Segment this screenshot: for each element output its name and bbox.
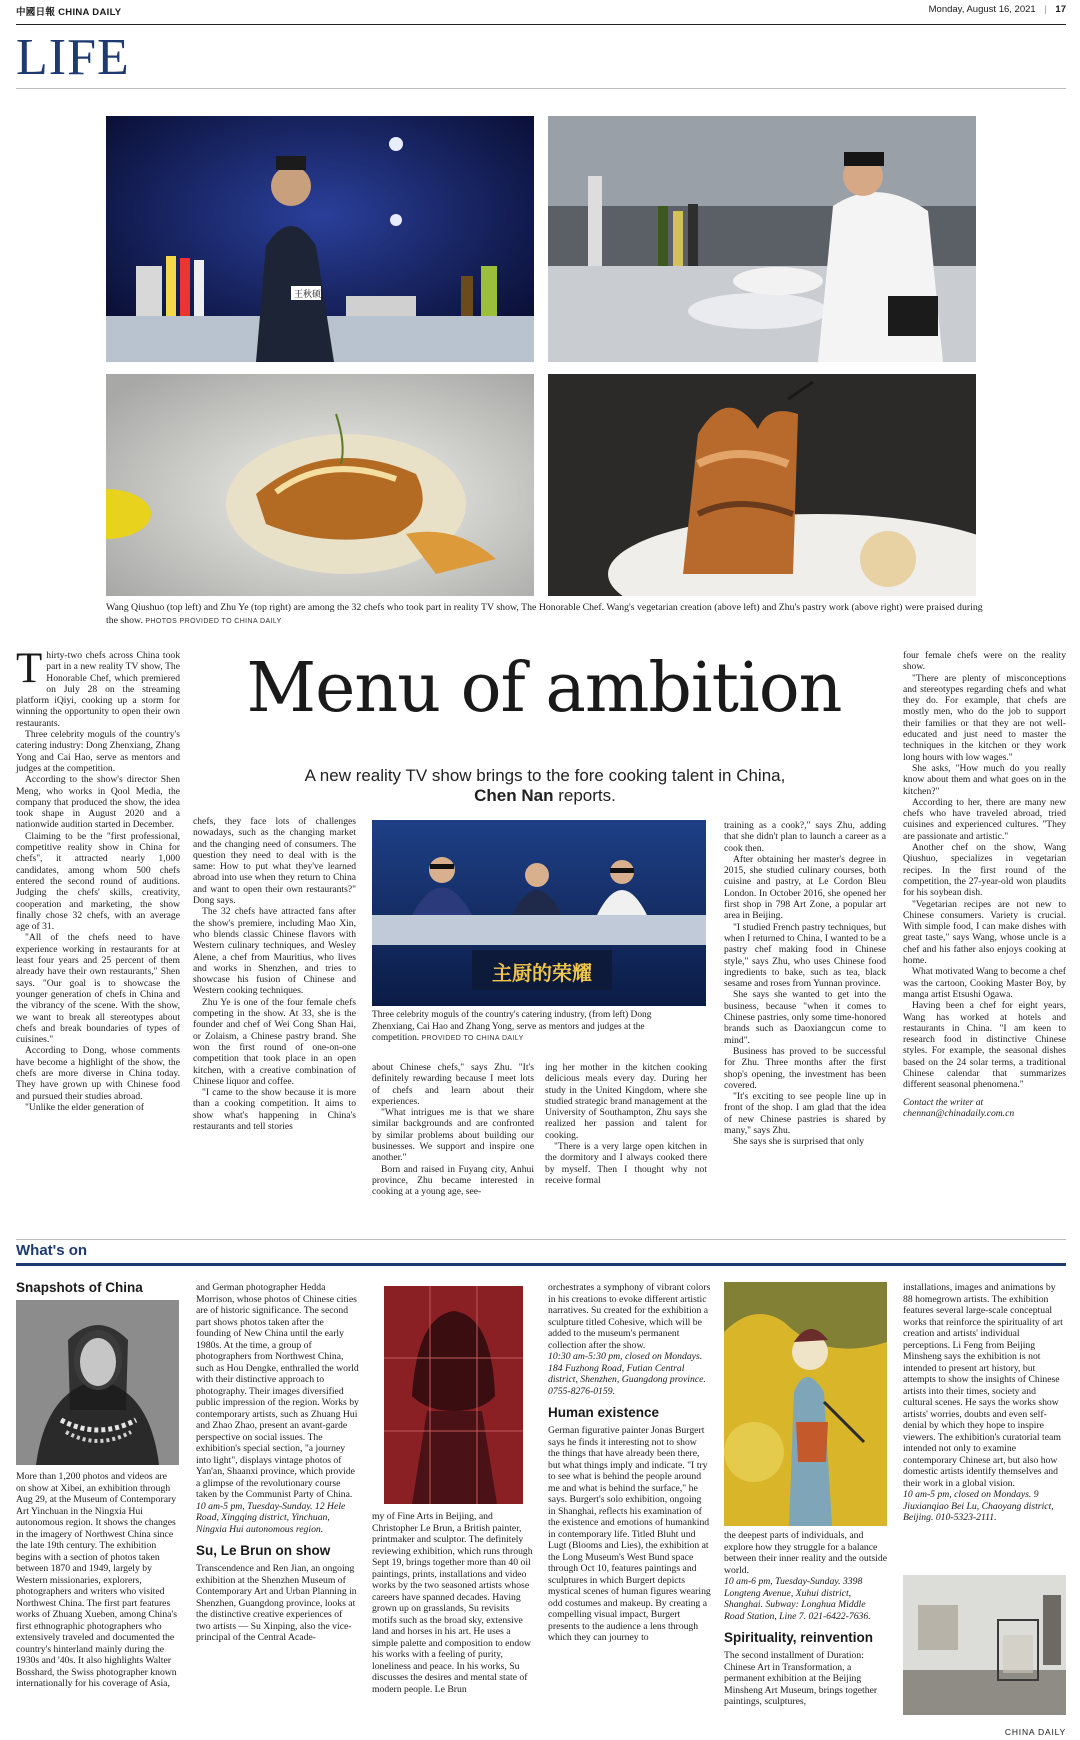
whats-on-col-3 — [372, 1511, 535, 1695]
deck-text: A new reality TV show brings to the fore cooking talent in China, — [304, 766, 786, 785]
article-column-1 — [16, 645, 180, 1113]
photo-gallery-interior — [903, 1575, 1066, 1715]
byline: Chen Nan — [474, 786, 554, 805]
photo-vegetarian-dish — [106, 374, 534, 596]
paragraph: She says she wanted to get into the business, because "when it comes to Chinese pastries, only some time-honored brands such as Daoxiangcun come to mind". — [724, 989, 886, 1046]
whats-on-col-5 — [724, 1530, 887, 1708]
su-lebrun-text-a: Transcendence and Ren Jian, an ongoing exhibition at the Shenzhen Museum of Contemporary Art and Urban Planning in Shenzhen, Guangdong province, looks at the distinctive creative experiences of two artists — Su Xinping, also the vice-principal of the Central Acade- — [196, 1563, 357, 1643]
judges-caption-text: Three celebrity moguls of the country's catering industry, (from left) Dong Zhenxiang, Cai Hao and Zhang Yong, serve as mentors and judges at the competition. — [372, 1010, 652, 1044]
paragraph: According to Dong, whose comments have become a highlight of the show, the chefs are more diverse in China today. They have grown up with Chinese food and pursued their studies abroad. — [16, 1045, 180, 1102]
paragraph: "I came to the show because it is more than a cooking competition. It aims to show what's happening in China's restaurants and tell stories — [193, 1087, 356, 1133]
human-existence-info: 10 am-6 pm, Tuesday-Sunday. 3398 Longteng Avenue, Xuhui district, Shanghai. Subway: Longhua Middle Road Station, Line 7. 021-6422-7636. — [724, 1576, 871, 1622]
section-rule — [16, 88, 1066, 89]
whats-on-col-6 — [903, 1282, 1066, 1524]
paragraph: four female chefs were on the reality show. — [903, 650, 1066, 673]
chef-name-tag: 王秋硕 — [294, 290, 322, 300]
article-column-2 — [193, 816, 356, 1132]
dateline: Monday, August 16, 2021 | 17 — [928, 4, 1066, 15]
paragraph: "All of the chefs need to have experience working in restaurants for at least four years and 25 percent of them already have their own restaurants," Shen says. "Our goal is to showcase the younger generation of chefs in China and the vibrancy of the scene. With the show, we want to break all stereotypes about chefs and break boundaries of types of cuisines." — [16, 932, 180, 1046]
spirituality-text-a: The second installment of Duration: Chinese Art in Transformation, a permanent exhibition at the Beijing Minsheng Art Museum, brings together paintings, sculptures, — [724, 1650, 878, 1707]
article-column-3 — [372, 1062, 534, 1198]
su-lebrun-info: 10:30 am-5:30 pm, closed on Mondays. 184 Fuzhong Road, Futian Central district, Shenzhen, Guangdong province. 0755-8276-0159. — [548, 1351, 706, 1397]
footer: CHINA DAILY — [1004, 1727, 1066, 1737]
contact — [903, 1097, 1066, 1120]
paragraph: After obtaining her master's degree in 2015, she studied culinary courses, both cuisine and pastry, at Le Cordon Bleu London. In October 2016, she opened her first shop in 798 Art Zone, a popular art area in Beijing. — [724, 853, 886, 922]
snapshots-title: Snapshots of China — [16, 1280, 143, 1295]
photo-judges — [372, 820, 706, 1006]
paragraph: "Vegetarian recipes are not new to Chinese consumers. Variety is crucial. With simple food, I can make dishes with great taste," says Wang, whose uncle is a chef and his father also enjoys cooking at home. — [903, 898, 1066, 967]
photo-pastry — [548, 374, 976, 596]
date: Monday, August 16, 2021 — [928, 4, 1036, 15]
photo-su-painting — [372, 1286, 535, 1504]
judges-photo-caption — [372, 1010, 692, 1045]
paragraph: Born and raised in Fuyang city, Anhui province, Zhu became interested in cooking at a young age, see- — [372, 1163, 534, 1198]
snapshots-text-a: More than 1,200 photos and videos are on show at Xibei, an exhibition through Aug 29, at the Museum of Contemporary Art Yinchuan in the Ningxia Hui autonomous region. It shows the changes in the imagery of Northwest China since the late 19th century. The exhibition begins with a section of photos taken between 1870 and 1949, largely by Western missionaries, explorers, photographers and writers who visited Northwest China. The first part features works of Zhuang Xueben, among China's first ethnographic photographers who extensively traveled and documented the country's hinterland mainly during the 1930s and '40s. It also highlights Walter Bosshard, the Swiss photographer known internationally for his coverage of Asia, — [16, 1471, 178, 1689]
whats-on-col-2 — [196, 1282, 359, 1644]
whats-on-top-rule — [16, 1239, 1066, 1240]
whats-on-title: What's on — [16, 1242, 88, 1259]
photo-chef-zhu — [548, 116, 976, 362]
human-existence-text-a: German figurative painter Jonas Burgert says he finds it interesting not to show the things that have already been there, but what things imply and indicate. "I try to see what is behind the people around me and what is behind the surface," he says. Burgert's solo exhibition, ongoing in Shanghai, reflects his examination of the existence and emotions of humankind in contemporary life. Titled Bluht und Lugt (Blooms and Lies), the exhibition at the Long Museum's West Bund space through Oct 10, features paintings and sculptures in which Burgert depicts mystical scenes of human figures wearing odd costumes and makeup. By creating a compelling visual impact, Burgert presents to the audience a lens through which they can journey to — [548, 1425, 711, 1643]
article-column-5 — [724, 820, 886, 1148]
top-rule — [16, 24, 1066, 25]
paragraph: Another chef on the show, Wang Qiushuo, specializes in vegetarian recipes. In the first round of the competition, the 27-year-old won plaudits for his soybean dish. — [903, 842, 1066, 899]
paragraph: Zhu Ye is one of the four female chefs competing in the show. At 33, she is the founder and chef of Wei Cong Shan Hai, or Zolaism, a Chinese pastry brand. She won the first round of one-on-one competition that took place in an open kitchen, with a creative combination of Chinese liquor and coffee. — [193, 996, 356, 1087]
paragraph: ing her mother in the kitchen cooking delicious meals every day. During her study in the United Kingdom, where she studied strategic brand management at the University of Southampton, Zhu says she realized her passion and talent for cooking. — [545, 1062, 707, 1141]
paragraph: What motivated Wang to become a chef was the cartoon, Cooking Master Boy, by manga artist Etsushi Ogawa. — [903, 966, 1066, 1000]
paragraph: Business has proved to be successful for Zhu. Three months after the first shop's opening, the investment has been covered. — [724, 1045, 886, 1091]
photo-caption — [106, 601, 986, 628]
photo-burgert-painting — [724, 1282, 887, 1526]
su-lebrun-text-c: orchestrates a symphony of vibrant colors in his creations to evoke different artistic narratives. Su created for the exhibition a sculpture titled Cohesive, which will be added to the museum's permanent collection after the show. — [548, 1282, 711, 1351]
su-lebrun-text-b: my of Fine Arts in Beijing, and Christopher Le Brun, a British painter, printmaker and sculptor. The definitely reviewing exhibition, which runs through Sept 19, brings together more than 40 oil paintings, prints, installations and video works by the two seasoned artists whose careers have spanned decades. Having grown up on grasslands, Su revisits motifs such as the broad sky, extensive land and horses in his art. He uses a simple palette and composition to endow his works with a feeling of purity, loneliness and peace. In his works, Su discusses the desires and mental state of modern people. Le Brun — [372, 1511, 533, 1695]
paragraph: chefs, they face lots of challenges nowadays, such as the changing market and the changing need of consumers. The question they need to deal with is the same: How to put what they've learned abroad into use when they return to China and want to open their own restaurants?" Dong says. — [193, 816, 356, 907]
human-existence-title: Human existence — [548, 1405, 660, 1420]
paragraph: Three celebrity moguls of the country's catering industry: Dong Zhenxiang, Zhang Yong and Cai Hao, serve as mentors and judges at the competition. — [16, 729, 180, 774]
su-lebrun-title: Su, Le Brun on show — [196, 1543, 331, 1558]
paragraph: She asks, "How much do you really know about them and what goes on in the kitchen?" — [903, 762, 1066, 797]
section-title: LIFE — [16, 29, 130, 86]
paragraph: "What intrigues me is that we share similar backgrounds and are confronted by similar problems about building our businesses. We support and inspire one another." — [372, 1107, 534, 1164]
paragraph: The 32 chefs have attracted fans after the show's premiere, including Mao Xin, who blends classic Chinese flavors with Western culinary techniques, and Wesley Alene, a chef from Mauritius, who lives and works in Shenzhen, and tries to showcase his fusion of Chinese and Western cooking techniques. — [193, 906, 356, 997]
snapshots-info: 10 am-5 pm, Tuesday-Sunday. 12 Hele Road, Xingqing district, Yinchuan, Ningxia Hui autonomous region. — [196, 1500, 346, 1535]
paragraph: According to her, there are many new chefs who have traveled abroad, tried cuisines and experienced cultures. "They are passionate and artistic." — [903, 796, 1066, 842]
paragraph: She says she is surprised that only — [733, 1136, 865, 1148]
photo-caption-text: Wang Qiushuo (top left) and Zhu Ye (top right) are among the 32 chefs who took part in reality TV show, The Honorable Chef. Wang's vegetarian creation (above left) and Zhu's pastry work (above right) were praised during the show. — [106, 602, 983, 626]
paragraph: "There is a very large open kitchen in the dormitory and I always cooked there by myself. Then I thought why not receive formal — [545, 1141, 707, 1186]
snapshots-text-b: and German photographer Hedda Morrison, whose photos of Chinese cities are of historic significance. The second part shows photos taken after the founding of New China until the early 1980s. At the time, a group of photographers from Northwest China, such as Hou Dengke, enthralled the world with their distinctive approach to photography. Their images diversified public impression of the region. Works by contemporary artists, such as Zhuang Hui and Zhao Zhao, present an avant-garde perspective on social issues. The exhibition's special section, "a journey into light", displays vintage photos of Yan'an, Shaanxi province, which provide a glimpse of the revolutionary course taken by the Communist Party of China. — [196, 1282, 359, 1500]
spirituality-title: Spirituality, reinvention — [724, 1630, 874, 1645]
paragraph: "Unlike the elder generation of — [25, 1101, 144, 1113]
headline: Menu of ambition — [246, 649, 842, 728]
contact-email[interactable]: chennan@chinadaily.com.cn — [903, 1107, 1015, 1119]
masthead: 中國日報 CHINA DAILY — [16, 7, 122, 18]
paragraph: Having been a chef for eight years, Wang has worked at hotels and restaurants in China. "I am keen to research food in distinctive Chinese styles. For example, the seasonal dishes based on the 24 solar terms, a traditional Chinese calendar that summarizes different seasonal phenomena." — [903, 1000, 1066, 1091]
page-number: 17 — [1055, 4, 1066, 15]
paragraph: "It's exciting to see people line up in front of the shop. I am glad that the idea of new Chinese pastries is shared by many," says Zhu. — [724, 1091, 886, 1137]
spirituality-info: 10 am-5 pm, closed on Mondays. 9 Jiuxianqiao Bei Lu, Chaoyang district, Beijing. 010-5323-2111. — [903, 1489, 1054, 1523]
paragraph: training as a cook?," says Zhu, adding that she didn't plan to launch a career as a cook then. — [724, 820, 886, 854]
contact-label: Contact the writer at — [903, 1096, 984, 1108]
photo-chef-wang — [106, 116, 534, 362]
judges-photo-credit: PROVIDED TO CHINA DAILY — [421, 1035, 524, 1043]
paragraph: about Chinese chefs," says Zhu. "It's definitely rewarding because I meet lots of chefs and learn about their experiences. — [372, 1062, 534, 1107]
whats-on-rule — [16, 1263, 1066, 1266]
photo-credit: PHOTOS PROVIDED TO CHINA DAILY — [145, 618, 282, 625]
whats-on-col-4 — [548, 1282, 711, 1644]
photo-tibetan-woman — [16, 1300, 179, 1465]
article-column-6 — [903, 650, 1066, 1119]
snapshots-col-1 — [16, 1471, 179, 1690]
deck-tail: reports. — [558, 786, 616, 805]
deck — [255, 766, 835, 806]
dropcap: T — [16, 645, 43, 692]
paragraph: According to the show's director Shen Meng, who works in Qool Media, the company that produced the show, the idea took shape in August 2020 and a nationwide audition started in December. — [16, 774, 180, 831]
spirituality-text-b: installations, images and animations by 88 homegrown artists. The exhibition features several large-scale conceptual works that reinforce the spirituality of art creation and artists' individual perceptions. Li Feng from Beijing Minsheng says the exhibition is not intended to present art history, but attempts to show the insights of Chinese artists into their times, society and cultural scenes. He says the works show artists' worries, doubts and even self-denial by which they hope to inspire viewers. The exhibition's curatorial team intended not only to examine contemporary Chinese art, but also how domestic artists identify themselves and their work in a global vision. — [903, 1282, 1063, 1489]
paragraph: hirty-two chefs across China took part in a new reality TV show, The Honorable Chef, which premiered on July 28 on the streaming platform iQiyi, cooking up a storm for winning the opportunity to open their own restaurants. — [16, 650, 180, 729]
human-existence-text-b: the deepest parts of individuals, and explore how they struggle for a balance between their inner reality and the outside world. — [724, 1530, 888, 1576]
show-logo: 主厨的荣耀 — [492, 961, 592, 985]
paragraph: Claiming to be the "first professional, competitive reality show in China for chefs", it attracted nearly 1,000 candidates, among whom 500 chefs entered the second round of auditions. Judging the chefs' skills, creativity, cooperation and marketing, the show finally chose 32 chefs, with an average age of 31. — [16, 830, 180, 933]
article-column-4 — [545, 1062, 707, 1186]
paragraph: "There are plenty of misconceptions and stereotypes regarding chefs and what they do. For example, that chefs are mostly men, who do the job to support their families or that they are not well-educated and just need to master the techniques in the kitchen or they work long hours with low wages." — [903, 672, 1066, 763]
paragraph: "I studied French pastry techniques, but when I returned to China, I wanted to be a pastry chef making food in Chinese style," says Zhu, who uses Chinese food ingredients to bake, such as tea, black sesame and roses from Yunnan province. — [724, 921, 886, 990]
